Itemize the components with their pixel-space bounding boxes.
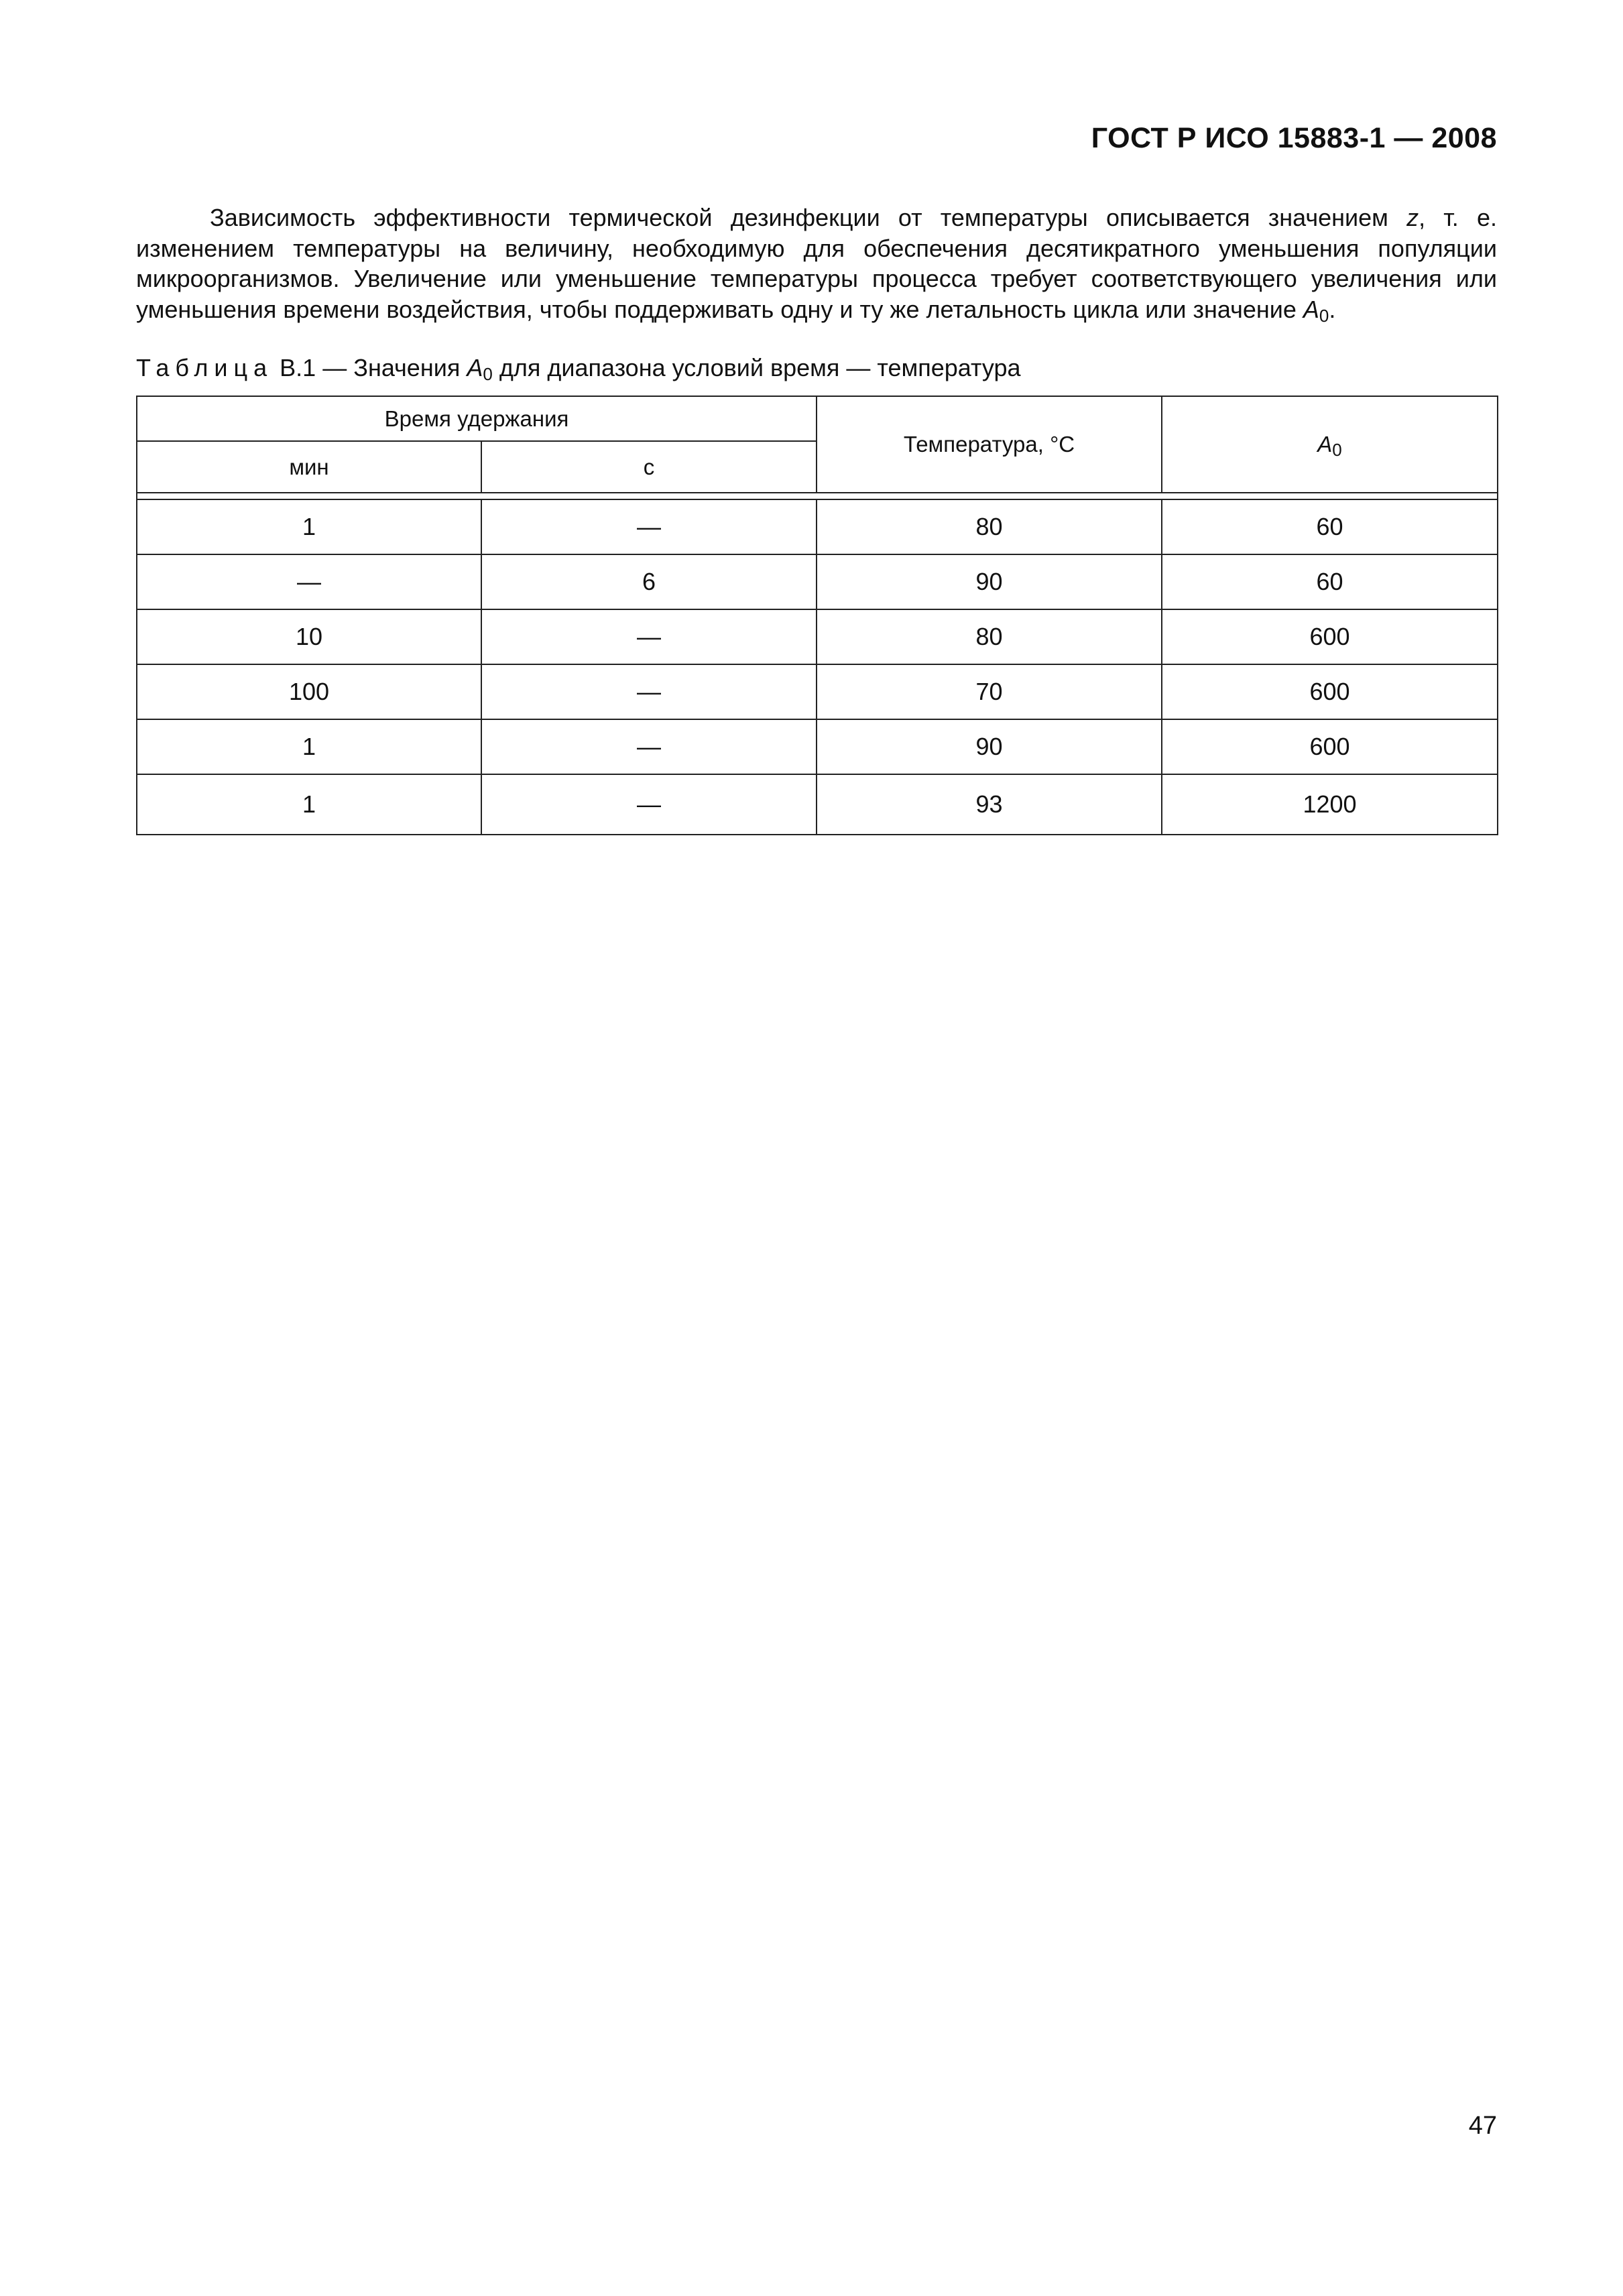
cell-temp: 80 (817, 609, 1162, 664)
cell-temp: 80 (817, 499, 1162, 554)
table-row (137, 719, 1498, 774)
cell-a0: 600 (1162, 719, 1498, 774)
header-s: с (481, 441, 817, 493)
cell-min: 10 (137, 609, 481, 664)
header-min: мин (137, 441, 481, 493)
cell-temp: 90 (817, 719, 1162, 774)
cell-a0: 60 (1162, 499, 1498, 554)
paragraph-text-part2: , т. е. изменением температуры на величину, необходимую для обеспечения десятикратного уменьшения популяции микроорганизмов. Увеличение или уменьшение температуры процесса требует соответствующего увеличения или уменьшения времени воздействия, чтобы поддерживать одну и ту же летальность цикла или значение (136, 204, 1498, 323)
header-a0 (1162, 396, 1498, 493)
table-row (137, 774, 1498, 835)
caption-a-symbol: A (467, 354, 483, 381)
table-row (137, 499, 1498, 554)
cell-min: 1 (137, 499, 481, 554)
table-row (137, 554, 1498, 609)
cell-min: — (137, 554, 481, 609)
cell-s: — (481, 719, 817, 774)
a0-symbol: A (1303, 295, 1319, 323)
cell-s: — (481, 664, 817, 719)
cell-temp: 90 (817, 554, 1162, 609)
caption-number: В.1 — Значения (273, 354, 467, 381)
body-paragraph (136, 202, 1497, 324)
caption-label: Таблица (136, 354, 274, 381)
table-row (137, 664, 1498, 719)
header-row-1 (137, 396, 1498, 441)
cell-temp: 70 (817, 664, 1162, 719)
page-number: 47 (1468, 2112, 1497, 2140)
cell-a0: 600 (1162, 664, 1498, 719)
cell-s: — (481, 774, 817, 835)
table-caption (136, 354, 1021, 382)
cell-a0: 60 (1162, 554, 1498, 609)
header-holding-time: Время удержания (137, 396, 817, 441)
cell-a0: 600 (1162, 609, 1498, 664)
cell-a0: 1200 (1162, 774, 1498, 835)
header-a0-symbol: A (1317, 432, 1333, 457)
cell-min: 100 (137, 664, 481, 719)
table-row (137, 609, 1498, 664)
cell-temp: 93 (817, 774, 1162, 835)
a0-values-table (136, 396, 1498, 835)
header-temperature: Температура, °С (817, 396, 1162, 493)
cell-s: — (481, 499, 817, 554)
header-separator-cell (137, 493, 1498, 499)
header-separator (137, 493, 1498, 499)
cell-s: 6 (481, 554, 817, 609)
caption-rest: для диапазона условий время — температура (492, 354, 1021, 381)
caption-a-subscript: 0 (483, 364, 493, 384)
cell-min: 1 (137, 774, 481, 835)
paragraph-text-part1: Зависимость эффективности термической дезинфекции от температуры описывается значением (210, 204, 1407, 231)
a0-subscript: 0 (1319, 305, 1329, 326)
z-symbol: z (1406, 204, 1419, 231)
cell-s: — (481, 609, 817, 664)
document-header: ГОСТ Р ИСО 15883-1 — 2008 (1091, 122, 1497, 154)
cell-min: 1 (137, 719, 481, 774)
header-a0-subscript: 0 (1332, 440, 1342, 460)
paragraph-end: . (1329, 295, 1336, 323)
